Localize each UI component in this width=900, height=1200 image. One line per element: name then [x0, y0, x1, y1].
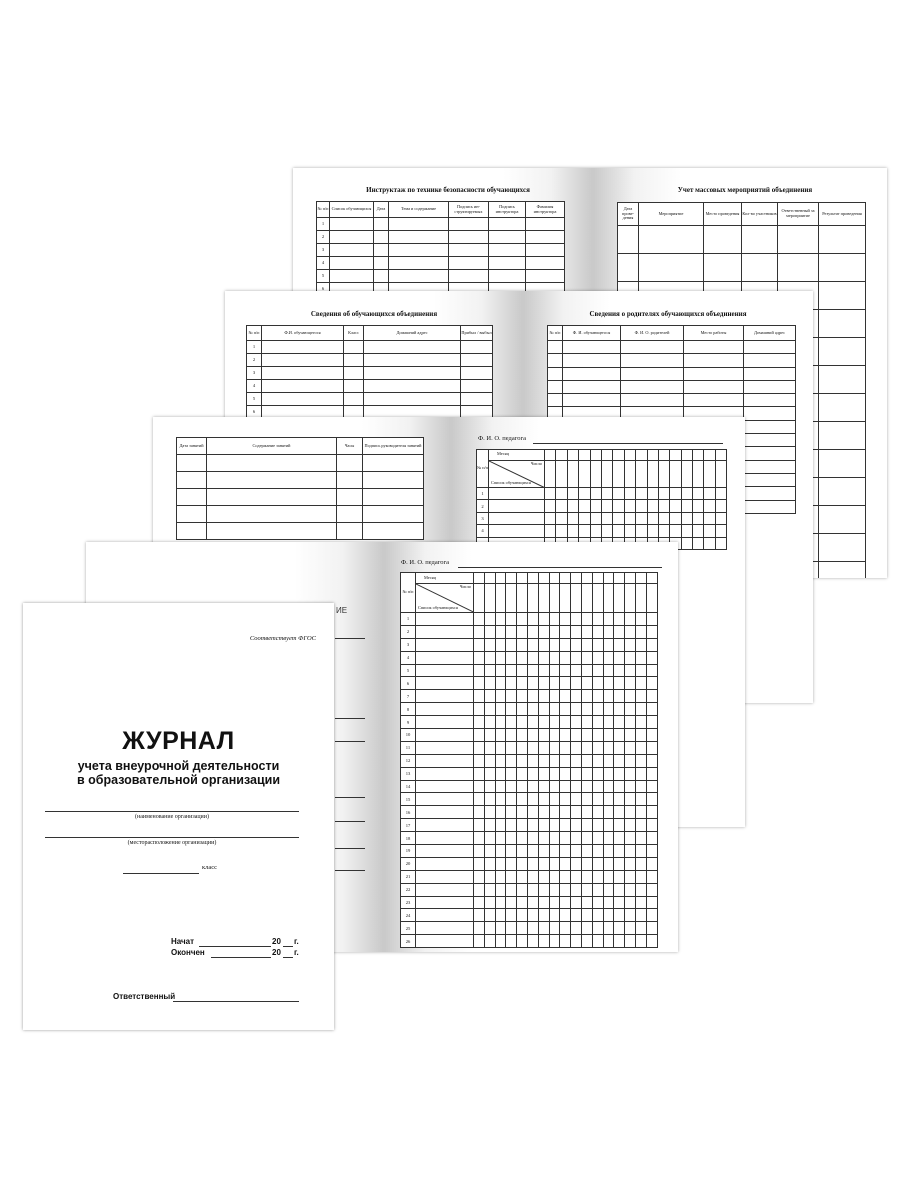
form-line — [335, 821, 365, 822]
students-col-header: Прибыл / выбыл — [461, 326, 493, 341]
row-number: 3 — [477, 512, 489, 524]
number-col-header: № п/п — [477, 450, 489, 488]
row-number: 24 — [401, 909, 416, 922]
row-number: 4 — [401, 651, 416, 664]
table-row — [401, 922, 658, 935]
table-row — [401, 703, 658, 716]
table-row — [477, 500, 727, 512]
row-number: 11 — [401, 741, 416, 754]
row-number: 3 — [401, 638, 416, 651]
table-row — [401, 690, 658, 703]
table-row — [548, 380, 796, 393]
list-number-header — [416, 584, 474, 613]
table-row — [317, 244, 565, 257]
table-row — [401, 909, 658, 922]
row-number: 10 — [401, 729, 416, 742]
table-row — [247, 367, 493, 380]
table-row — [401, 806, 658, 819]
row-number: 4 — [477, 525, 489, 537]
mass-events-col-header: Дата прове-дения — [618, 203, 639, 226]
safety-table — [316, 201, 565, 296]
cover-subtitle-line: учета внеурочной деятельности — [77, 759, 280, 773]
number-label: Число — [459, 584, 471, 590]
cover-subtitle — [23, 759, 334, 787]
students-col-header: Ф.И. обучающегося — [262, 326, 344, 341]
table-row — [177, 489, 424, 506]
mass-events-col-header: Мероприятие — [639, 203, 704, 226]
row-number: 25 — [401, 922, 416, 935]
row-number: 17 — [401, 819, 416, 832]
ended-year-suffix: г. — [294, 948, 299, 957]
form-line — [335, 870, 365, 871]
lessons-col-header: Дата занятий — [177, 438, 207, 455]
ended-year-line — [283, 957, 293, 958]
table-row — [548, 354, 796, 367]
table-row — [247, 393, 493, 406]
safety-col-header: № п/п — [317, 202, 330, 218]
students-col-header: Домашний адрес — [364, 326, 461, 341]
started-year-line — [283, 946, 293, 947]
table-row — [317, 231, 565, 244]
teacher-name-label: Ф. И. О. педагога — [478, 435, 527, 442]
row-number: 14 — [401, 780, 416, 793]
table-row — [401, 870, 658, 883]
row-number: 13 — [401, 767, 416, 780]
row-number: 1 — [401, 612, 416, 625]
started-year-suffix: г. — [294, 937, 299, 946]
location-caption: (месторасположение организации) — [127, 840, 217, 846]
row-number: 1 — [477, 487, 489, 499]
safety-title: Инструктаж по технике безопасности обучающихся — [366, 186, 530, 194]
location-line — [45, 837, 299, 838]
parents-col-header: Место работы — [684, 326, 744, 341]
row-number: 2 — [317, 231, 330, 244]
safety-col-header: Подпись ин-структируемых — [449, 202, 489, 218]
safety-col-header: Тема и содержание — [389, 202, 449, 218]
row-number: 5 — [317, 270, 330, 283]
mass-events-col-header: Результат проведения — [819, 203, 866, 226]
row-number: 6 — [317, 283, 330, 296]
started-label: Начат — [171, 937, 195, 946]
table-row — [177, 523, 424, 540]
started-year-prefix: 20 — [272, 937, 281, 946]
table-row — [401, 664, 658, 677]
row-number: 4 — [317, 257, 330, 270]
table-row — [548, 341, 796, 354]
table-row — [177, 455, 424, 472]
number-col-header: № п/п — [401, 573, 416, 613]
parents-info-title: Сведения о родителях обучающихся объединения — [589, 310, 747, 318]
row-number: 9 — [401, 716, 416, 729]
table-row — [177, 506, 424, 523]
table-row — [548, 394, 796, 407]
form-line — [335, 741, 365, 742]
table-row — [317, 270, 565, 283]
table-row — [477, 487, 727, 499]
table-row — [401, 625, 658, 638]
table-row — [401, 793, 658, 806]
mass-events-col-header: Кол-во участников — [742, 203, 778, 226]
row-number: 18 — [401, 832, 416, 845]
table-row — [401, 819, 658, 832]
form-line — [335, 718, 365, 719]
cover-title: ЖУРНАЛ — [122, 727, 235, 755]
row-number: 16 — [401, 806, 416, 819]
table-row — [247, 341, 493, 354]
table-row — [317, 218, 565, 231]
table-row — [177, 472, 424, 489]
row-number: 3 — [247, 367, 262, 380]
students-info-title: Сведения об обучающихся объединения — [310, 310, 438, 318]
table-row — [401, 754, 658, 767]
attendance-large-table — [400, 572, 658, 948]
safety-col-header: Дата — [374, 202, 389, 218]
ended-line — [211, 957, 271, 958]
row-number: 15 — [401, 793, 416, 806]
teacher-name-line — [533, 443, 723, 444]
mass-events-col-header: Место проведения — [704, 203, 742, 226]
class-label: класс — [202, 864, 218, 871]
organization-caption: (наименование организации) — [135, 814, 209, 820]
table-row — [477, 525, 727, 537]
page-attendance-large — [384, 542, 678, 952]
table-row — [317, 257, 565, 270]
row-number: 2 — [477, 500, 489, 512]
row-number: 5 — [247, 393, 262, 406]
row-number: 8 — [401, 703, 416, 716]
table-row — [618, 254, 866, 282]
safety-col-header: Подпись инструктора — [489, 202, 526, 218]
row-number: 2 — [247, 354, 262, 367]
table-row — [401, 612, 658, 625]
lessons-col-header: Подпись руководителя занятий — [363, 438, 424, 455]
month-header: Месяц — [416, 573, 474, 584]
form-line — [335, 797, 365, 798]
row-number: 3 — [317, 244, 330, 257]
safety-col-header: Фамилия инструктора — [526, 202, 565, 218]
table-row — [401, 741, 658, 754]
teacher-name-label: Ф. И. О. педагога — [401, 559, 450, 566]
class-line — [123, 873, 199, 874]
teacher-name-line — [458, 567, 662, 568]
table-row — [401, 638, 658, 651]
table-row — [618, 226, 866, 254]
lessons-col-header: Часы — [337, 438, 363, 455]
parents-col-header: Ф. И. обучающегося — [563, 326, 621, 341]
students-col-header: Класс — [344, 326, 364, 341]
row-number: 21 — [401, 870, 416, 883]
parents-col-header: Ф. И. О. родителей — [621, 326, 684, 341]
table-row — [477, 512, 727, 524]
row-number: 19 — [401, 845, 416, 858]
responsible-label: Ответственный — [113, 992, 176, 1001]
table-row — [548, 367, 796, 380]
row-number: 22 — [401, 883, 416, 896]
attendance-small-table — [476, 449, 727, 550]
table-row — [401, 857, 658, 870]
row-number: 7 — [401, 690, 416, 703]
organization-line — [45, 811, 299, 812]
row-number: 2 — [401, 625, 416, 638]
lessons-col-header: Содержание занятий — [207, 438, 337, 455]
lessons-table — [176, 437, 424, 540]
table-row — [401, 845, 658, 858]
table-row — [401, 729, 658, 742]
cover-subtitle-line: в образовательной организации — [76, 773, 281, 787]
title-fragment: ИЕ — [336, 606, 348, 615]
list-number-header — [489, 460, 545, 487]
row-number: 20 — [401, 857, 416, 870]
table-row — [401, 935, 658, 948]
form-line — [335, 848, 365, 849]
row-number: 5 — [401, 664, 416, 677]
mass-events-col-header: Ответственный за мероприятие — [778, 203, 819, 226]
fgos-note: Соответствует ФГОС — [249, 635, 316, 642]
table-row — [401, 832, 658, 845]
journal-cover — [23, 603, 334, 1030]
row-number: 26 — [401, 935, 416, 948]
responsible-line — [173, 1001, 299, 1002]
mass-events-title: Учет массовых мероприятий объединения — [677, 186, 813, 194]
row-number: 6 — [401, 677, 416, 690]
table-row — [401, 677, 658, 690]
safety-col-header: Список обучающихся — [330, 202, 374, 218]
row-number: 4 — [247, 380, 262, 393]
parents-col-header: Домашний адрес — [744, 326, 796, 341]
table-row — [401, 896, 658, 909]
row-number: 23 — [401, 896, 416, 909]
table-row — [401, 651, 658, 664]
students-info-table — [246, 325, 493, 419]
table-row — [401, 767, 658, 780]
students-col-header: № п/п — [247, 326, 262, 341]
ended-label: Окончен — [171, 948, 205, 957]
number-label: Число — [530, 460, 542, 466]
started-line — [199, 946, 271, 947]
row-number: 1 — [247, 341, 262, 354]
parents-col-header: № п/п — [548, 326, 563, 341]
table-row — [247, 380, 493, 393]
student-list-label: Список обучающихся — [418, 605, 458, 611]
ended-year-prefix: 20 — [272, 948, 281, 957]
table-row — [247, 354, 493, 367]
row-number: 12 — [401, 754, 416, 767]
student-list-label: Список обучающихся — [491, 480, 531, 486]
table-row — [401, 883, 658, 896]
month-header: Месяц — [489, 450, 545, 461]
table-row — [401, 780, 658, 793]
row-number: 1 — [317, 218, 330, 231]
row-number: 6 — [247, 406, 262, 419]
table-row — [401, 716, 658, 729]
form-line — [335, 638, 365, 639]
